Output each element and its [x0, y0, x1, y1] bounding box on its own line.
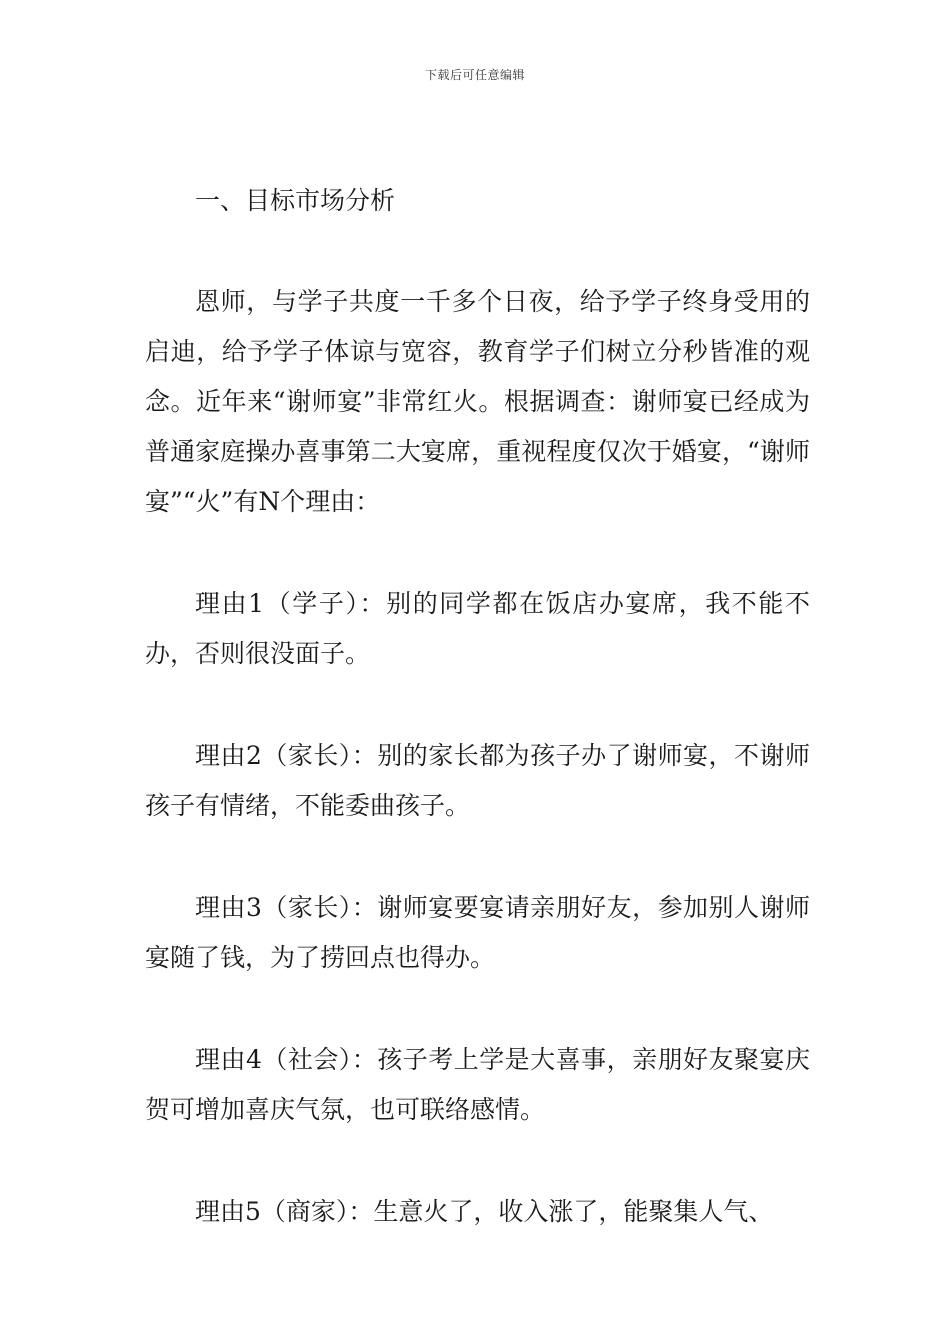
- document-body: [145, 176, 810, 1237]
- spacer: [145, 226, 810, 277]
- reason-paragraph-5: 理由5（商家）：生意火了，收入涨了，能聚集人气、: [195, 1197, 774, 1226]
- reason-paragraph-3: 理由3（家长）：谢师宴要宴请亲朋好友，参加别人谢师宴随了钱，为了捞回点也得办。: [145, 893, 810, 972]
- page-header-note: 下载后可任意编辑: [424, 68, 525, 82]
- spacer: [145, 983, 810, 1035]
- reason-paragraph-1: 理由1（学子）：别的同学都在饭店办宴席，我不能不办，否则很没面子。: [145, 589, 810, 668]
- reason-paragraph-4: 理由4（社会）：孩子考上学是大喜事，亲朋好友聚宴庆贺可增加喜庆气氛，也可联络感情。: [145, 1045, 810, 1124]
- section-heading: 一、目标市场分析: [195, 186, 396, 215]
- spacer: [145, 679, 810, 731]
- spacer: [145, 527, 810, 579]
- spacer: [145, 1135, 810, 1187]
- reason-paragraph-2: 理由2（家长）：别的家长都为孩子办了谢师宴，不谢师孩子有情绪，不能委曲孩子。: [145, 741, 810, 820]
- intro-paragraph: 恩师，与学子共度一千多个日夜，给予学子终身受用的启迪，给予学子体谅与宽容，教育学子们树立分秒皆准的观念。近年来“谢师宴”非常红火。根据调查：谢师宴已经成为普通家庭操办喜事第二大宴席，重视程度仅次于婚宴，“谢师宴”“火”有N个理由：: [145, 287, 810, 516]
- spacer: [145, 831, 810, 883]
